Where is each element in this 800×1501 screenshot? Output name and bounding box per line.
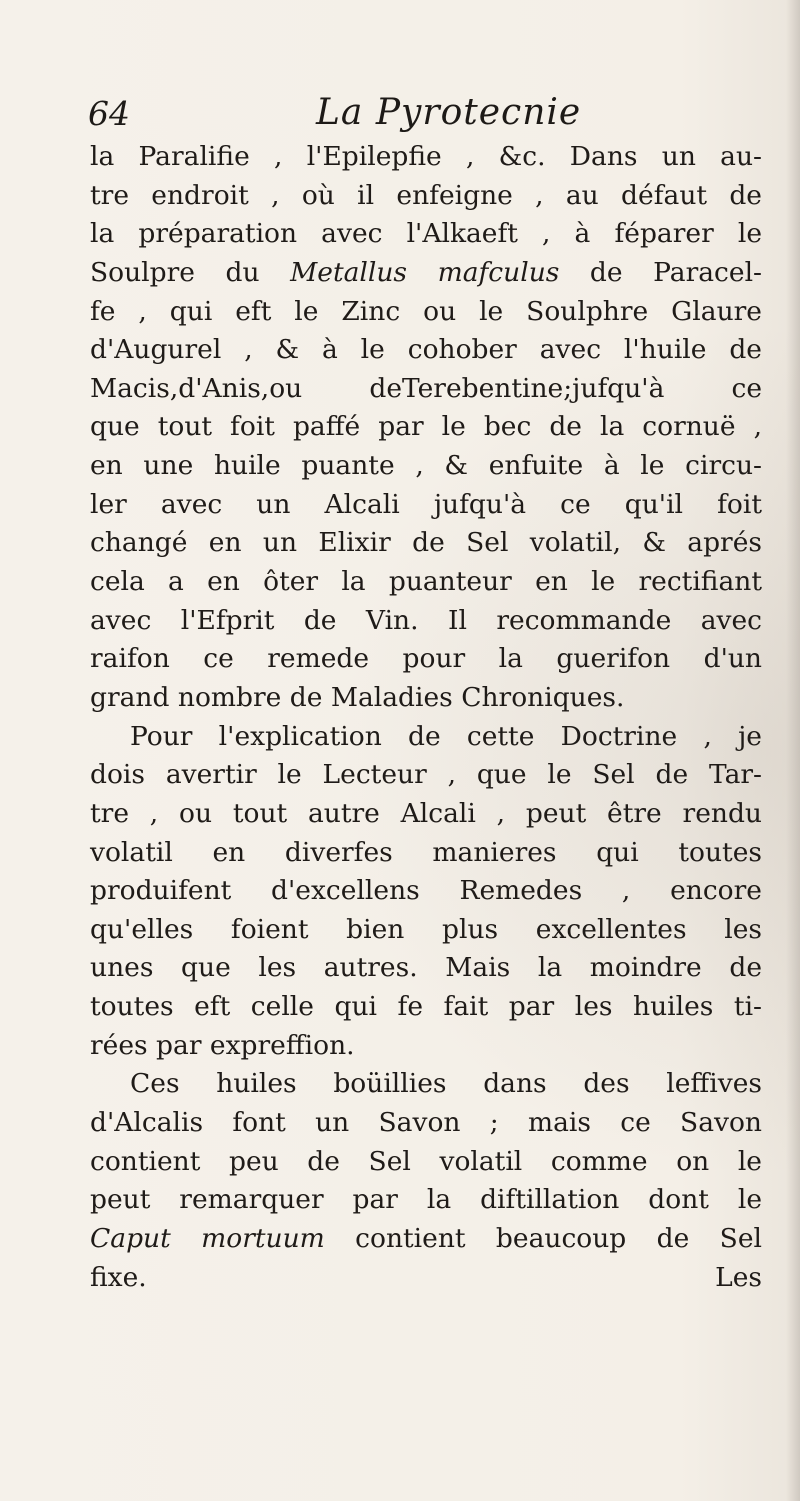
text-line: grand nombre de Maladies Chroniques. bbox=[90, 681, 625, 713]
text-line: avec l'Efprit de Vin. Il recommande avec bbox=[90, 604, 762, 636]
italic-term: Metallus mafculus bbox=[290, 256, 560, 288]
text-span: fixe. bbox=[90, 1261, 147, 1293]
text-line: Ces huiles boüillies dans des leffives bbox=[130, 1068, 762, 1100]
text-line: la préparation avec l'Alkaeft , à féparer le bbox=[90, 218, 762, 250]
text-line: fe , qui eft le Zinc ou le Soulphre Glaure bbox=[90, 295, 762, 327]
text-span: contient beaucoup de Sel bbox=[355, 1222, 762, 1254]
body-text bbox=[90, 138, 762, 1297]
text-line: que tout foit paffé par le bec de la cornuë , bbox=[90, 411, 762, 443]
text-line bbox=[90, 254, 762, 293]
text-span bbox=[325, 1223, 355, 1254]
text-line: d'Alcalis font un Savon ; mais ce Savon bbox=[90, 1107, 762, 1139]
catchword: Les bbox=[715, 1261, 762, 1293]
text-line: Macis,d'Anis,ou deTerebentine;jufqu'à ce bbox=[90, 372, 762, 404]
text-line: raifon ce remede pour la guerifon d'un bbox=[90, 643, 762, 675]
text-line: unes que les autres. Mais la moindre de bbox=[90, 952, 762, 984]
text-line: en une huile puante , & enfuite à le circu- bbox=[90, 450, 762, 482]
text-line: volatil en diverfes manieres qui toutes bbox=[90, 836, 762, 868]
running-title: La Pyrotecnie bbox=[316, 92, 582, 133]
page-number: 64 bbox=[88, 94, 130, 133]
text-line: cela a en ôter la puanteur en le rectifiant bbox=[90, 566, 762, 598]
text-line: qu'elles foient bien plus excellentes les bbox=[90, 913, 762, 945]
text-line: ler avec un Alcali jufqu'à ce qu'il foit bbox=[90, 488, 762, 520]
text-line: rées par expreffion. bbox=[90, 1029, 355, 1061]
text-line bbox=[90, 1220, 762, 1259]
page-edge-shadow bbox=[786, 0, 800, 1501]
text-span: Soulpre du bbox=[90, 256, 291, 288]
text-span: de Paracel- bbox=[559, 256, 762, 288]
text-line: produifent d'excellens Remedes , encore bbox=[90, 875, 762, 907]
text-line: dois avertir le Lecteur , que le Sel de Tar- bbox=[90, 759, 762, 791]
text-line: tre endroit , où il enfeigne , au défaut de bbox=[90, 179, 762, 211]
text-line: tre , ou tout autre Alcali , peut être rendu bbox=[90, 797, 762, 829]
text-line bbox=[90, 1259, 762, 1298]
text-line: d'Augurel , & à le cohober avec l'huile de bbox=[90, 334, 762, 366]
text-line: changé en un Elixir de Sel volatil, & aprés bbox=[90, 527, 762, 559]
italic-term: Caput mortuum bbox=[90, 1222, 325, 1254]
text-line: toutes eft celle qui fe fait par les huiles ti- bbox=[90, 991, 762, 1023]
page-header bbox=[88, 92, 752, 138]
text-line: Pour l'explication de cette Doctrine , je bbox=[130, 720, 762, 752]
text-line: peut remarquer par la diftillation dont le bbox=[90, 1184, 762, 1216]
text-line: contient peu de Sel volatil comme on le bbox=[90, 1145, 762, 1177]
text-line: la Paralifie , l'Epilepfie , &c. Dans un au- bbox=[90, 141, 762, 172]
